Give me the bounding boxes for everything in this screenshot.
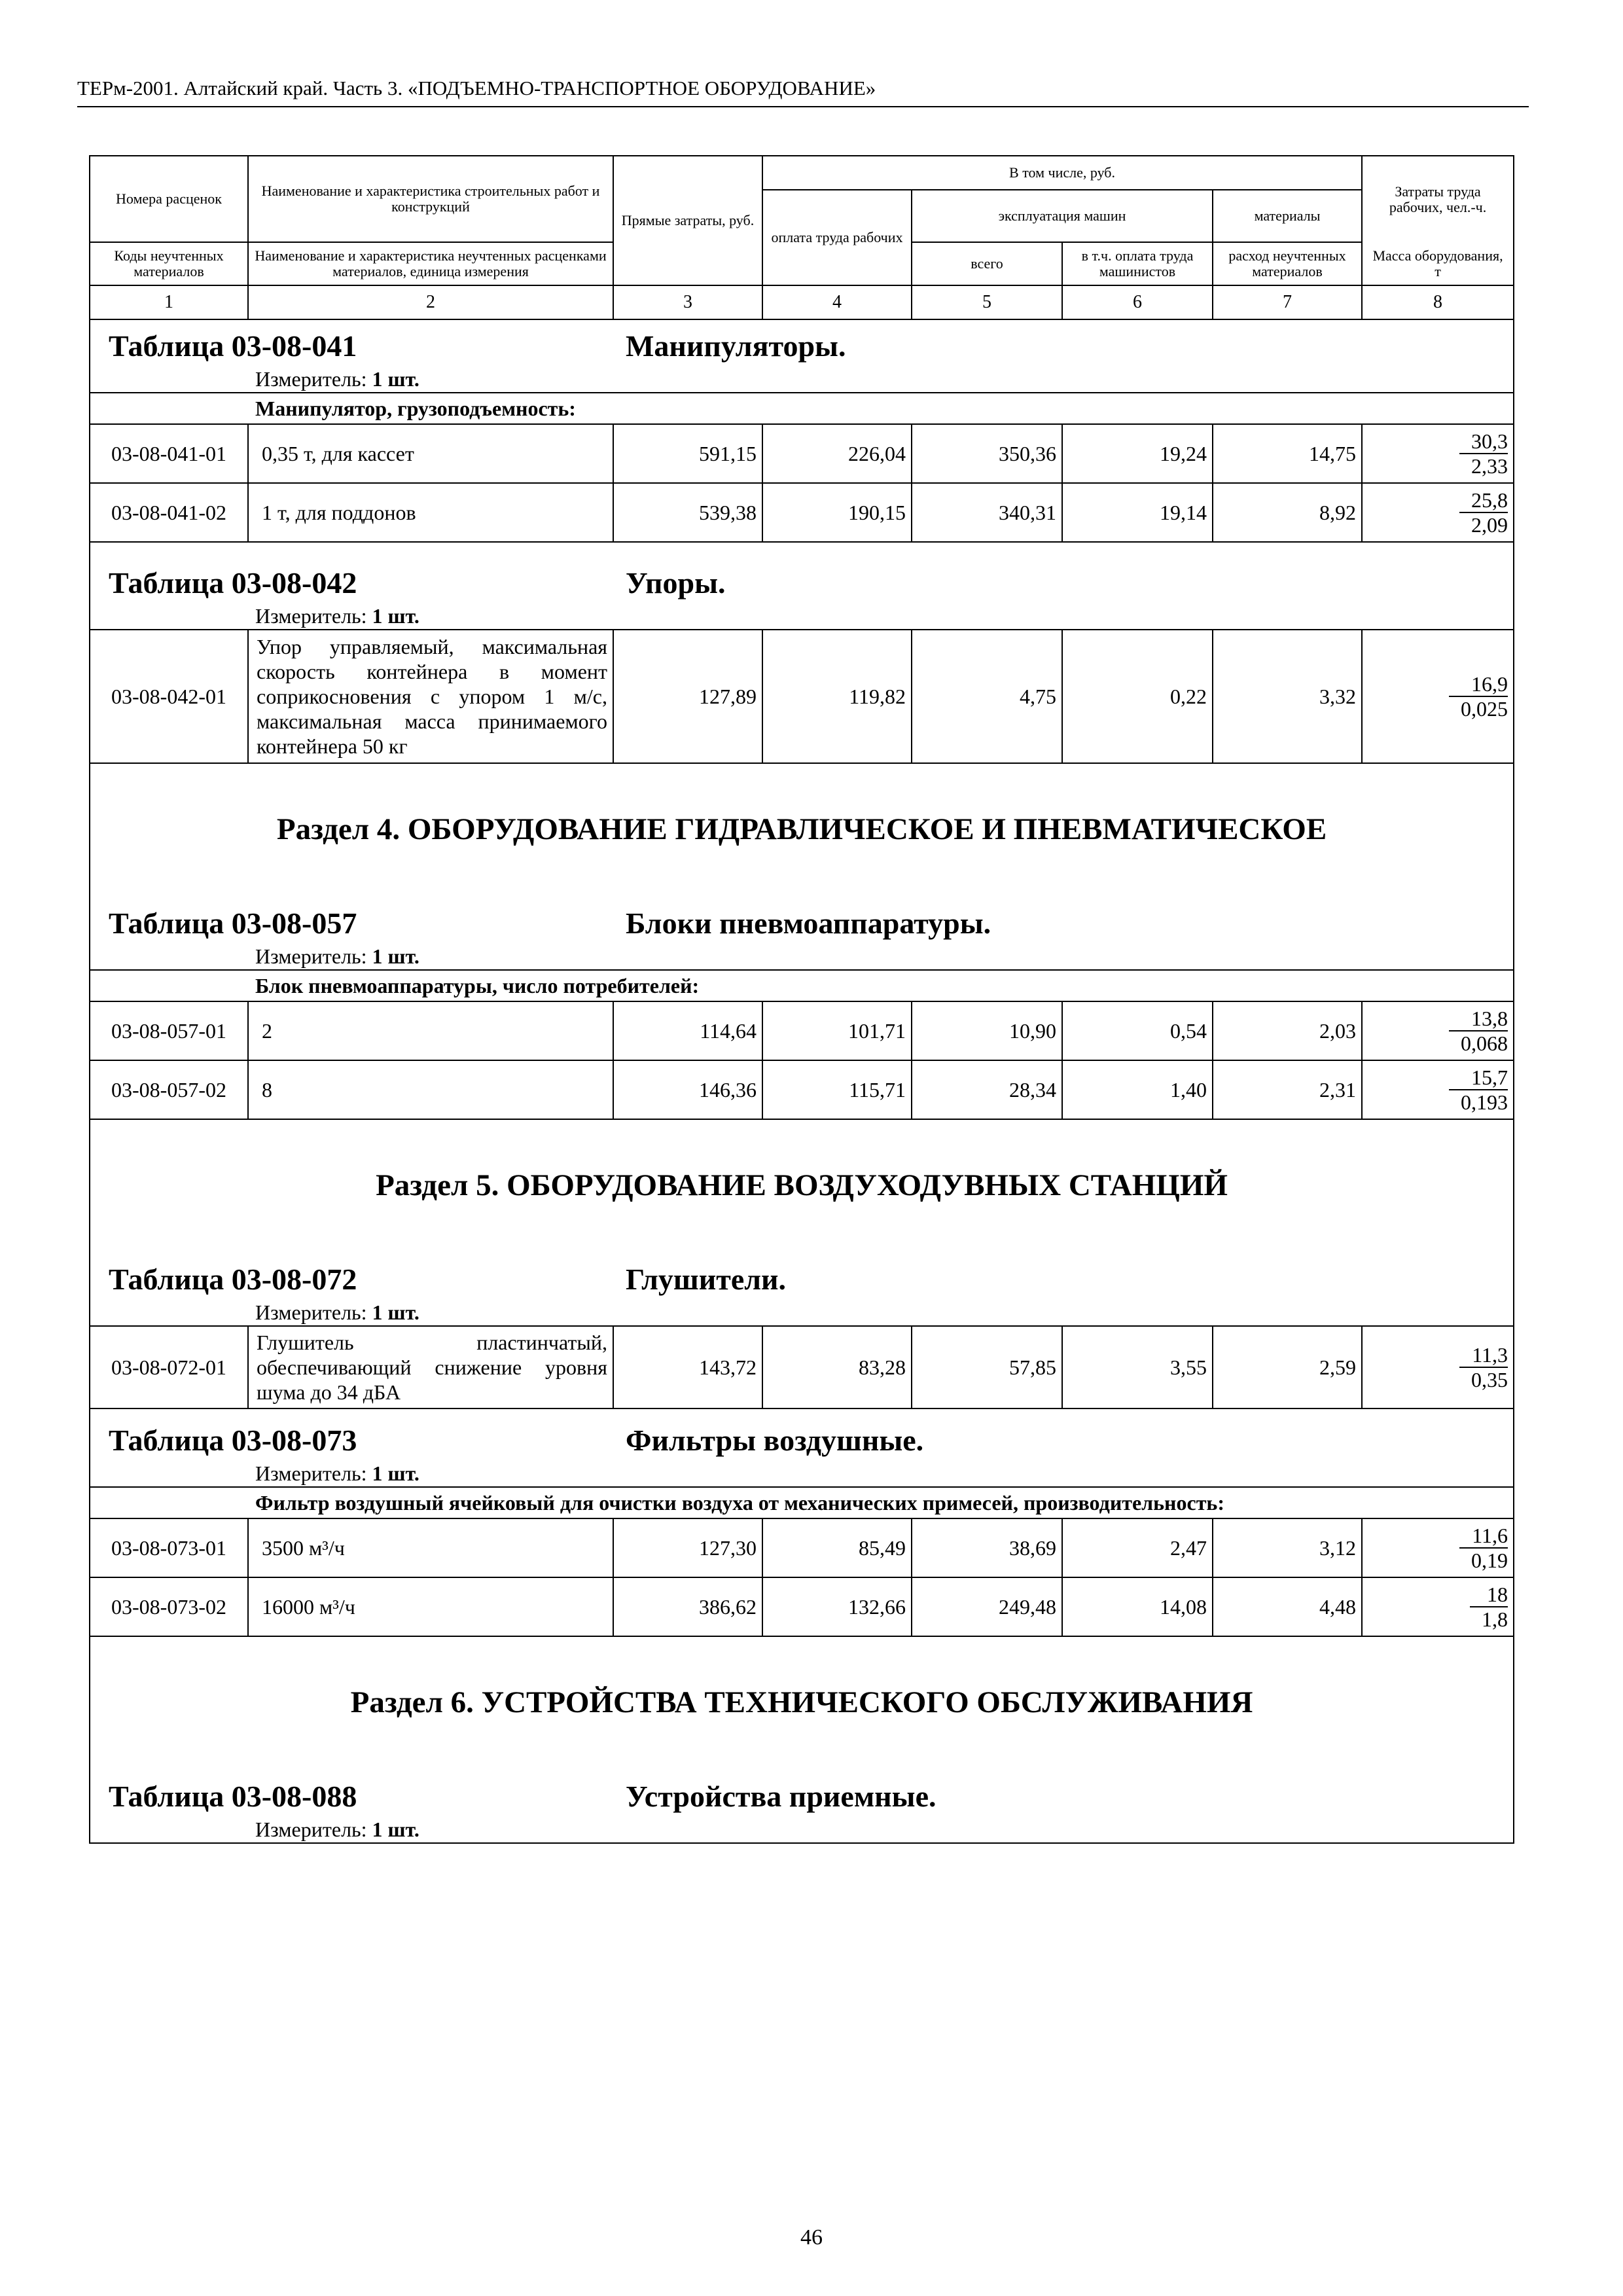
- section-title: Раздел 4. ОБОРУДОВАНИЕ ГИДРАВЛИЧЕСКОЕ И ПНЕВМАТИЧЕСКОЕ: [90, 763, 1514, 895]
- labor-hours-mass: 15,7 0,193: [1362, 1060, 1514, 1119]
- unit-line: Измеритель: 1 шт.: [90, 943, 1514, 970]
- labor-pay: 119,82: [762, 630, 912, 763]
- machinist-pay: 19,24: [1062, 424, 1213, 483]
- rate-code: 03-08-072-01: [90, 1326, 248, 1408]
- table-row: [90, 630, 1514, 763]
- labor-pay: 190,15: [762, 483, 912, 542]
- table-name: Фильтры воздушные.: [626, 1424, 924, 1457]
- materials-cost: 8,92: [1213, 483, 1362, 542]
- col-header-machines-total: всего: [912, 242, 1062, 285]
- unit-line: Измеритель: 1 шт.: [90, 366, 1514, 393]
- labor-hours-mass: 13,8 0,068: [1362, 1001, 1514, 1060]
- machines-total: 340,31: [912, 483, 1062, 542]
- machines-total: 28,34: [912, 1060, 1062, 1119]
- table-code: Таблица 03-08-042: [109, 566, 357, 600]
- direct-cost: 114,64: [613, 1001, 762, 1060]
- rate-name: 0,35 т, для кассет: [248, 424, 613, 483]
- direct-cost: 591,15: [613, 424, 762, 483]
- col-header-rate-numbers: Номера расценок: [90, 156, 248, 242]
- direct-cost: 146,36: [613, 1060, 762, 1119]
- machines-total: 350,36: [912, 424, 1062, 483]
- col-header-labor-pay: оплата труда рабочих: [762, 190, 912, 285]
- table-code: Таблица 03-08-072: [109, 1263, 357, 1296]
- rate-name: 3500 м³/ч: [248, 1518, 613, 1577]
- table-row: [90, 1001, 1514, 1060]
- table-title: [90, 542, 1514, 603]
- labor-hours-mass: 18 1,8: [1362, 1577, 1514, 1636]
- rate-code: 03-08-041-02: [90, 483, 248, 542]
- running-header: ТЕРм-2001. Алтайский край. Часть 3. «ПОДЪЕМНО-ТРАНСПОРТНОЕ ОБОРУДОВАНИЕ»: [77, 73, 1529, 107]
- table-row: [90, 1326, 1514, 1408]
- rate-name: Упор управляемый, максимальная скорость контейнера в момент соприкосновения с упором 1 м/с, максимальная масса принимаемого контейнера 50 кг: [248, 630, 613, 763]
- section-title: Раздел 5. ОБОРУДОВАНИЕ ВОЗДУХОДУВНЫХ СТАНЦИЙ: [90, 1119, 1514, 1251]
- machinist-pay: 1,40: [1062, 1060, 1213, 1119]
- machinist-pay: 0,54: [1062, 1001, 1213, 1060]
- document-body: [89, 155, 1513, 1844]
- materials-cost: 3,32: [1213, 630, 1362, 763]
- table-title: [90, 319, 1514, 366]
- rate-code: 03-08-073-01: [90, 1518, 248, 1577]
- labor-pay: 226,04: [762, 424, 912, 483]
- table-title: [90, 1408, 1514, 1460]
- table-name: Глушители.: [626, 1263, 787, 1296]
- table-name: Устройства приемные.: [626, 1780, 936, 1813]
- machines-total: 10,90: [912, 1001, 1062, 1060]
- machinist-pay: 3,55: [1062, 1326, 1213, 1408]
- col-header-including: В том числе, руб.: [762, 156, 1362, 190]
- col-header-material-codes: Коды неучтенных материалов: [90, 242, 248, 285]
- machines-total: 57,85: [912, 1326, 1062, 1408]
- column-numbers-row: 1 2 3 4 5 6 7 8: [90, 285, 1514, 319]
- labor-pay: 132,66: [762, 1577, 912, 1636]
- machinist-pay: 2,47: [1062, 1518, 1213, 1577]
- table-name: Манипуляторы.: [626, 329, 846, 363]
- rate-code: 03-08-057-02: [90, 1060, 248, 1119]
- materials-cost: 2,31: [1213, 1060, 1362, 1119]
- unit-line: Измеритель: 1 шт.: [90, 1816, 1514, 1843]
- labor-hours-mass: 11,3 0,35: [1362, 1326, 1514, 1408]
- machines-total: 38,69: [912, 1518, 1062, 1577]
- section-title: Раздел 6. УСТРОЙСТВА ТЕХНИЧЕСКОГО ОБСЛУЖИВАНИЯ: [90, 1636, 1514, 1768]
- table-name: Упоры.: [626, 566, 726, 600]
- materials-cost: 3,12: [1213, 1518, 1362, 1577]
- table-code: Таблица 03-08-088: [109, 1780, 357, 1813]
- direct-cost: 143,72: [613, 1326, 762, 1408]
- machinist-pay: 14,08: [1062, 1577, 1213, 1636]
- col-header-work-name: Наименование и характеристика строительных работ и конструкций: [248, 156, 613, 242]
- direct-cost: 539,38: [613, 483, 762, 542]
- direct-cost: 127,89: [613, 630, 762, 763]
- table-row: [90, 483, 1514, 542]
- labor-pay: 101,71: [762, 1001, 912, 1060]
- materials-cost: 14,75: [1213, 424, 1362, 483]
- labor-hours-mass: 25,8 2,09: [1362, 483, 1514, 542]
- table-row: [90, 1060, 1514, 1119]
- table-row: [90, 424, 1514, 483]
- rate-name: 8: [248, 1060, 613, 1119]
- labor-pay: 83,28: [762, 1326, 912, 1408]
- rate-code: 03-08-073-02: [90, 1577, 248, 1636]
- table-title: [90, 1768, 1514, 1816]
- col-header-equipment-mass: Масса оборудования, т: [1362, 242, 1514, 285]
- direct-cost: 386,62: [613, 1577, 762, 1636]
- table-row: [90, 1518, 1514, 1577]
- unit-line: Измеритель: 1 шт.: [90, 603, 1514, 630]
- machines-total: 249,48: [912, 1577, 1062, 1636]
- group-subheading: Манипулятор, грузоподъемность:: [90, 393, 1514, 424]
- col-header-materials: материалы: [1213, 190, 1362, 242]
- table-code: Таблица 03-08-057: [109, 906, 357, 940]
- table-name: Блоки пневмоаппаратуры.: [626, 906, 991, 940]
- labor-pay: 85,49: [762, 1518, 912, 1577]
- materials-cost: 2,03: [1213, 1001, 1362, 1060]
- table-row: [90, 1577, 1514, 1636]
- machinist-pay: 19,14: [1062, 483, 1213, 542]
- materials-cost: 4,48: [1213, 1577, 1362, 1636]
- page-number: 46: [800, 2225, 823, 2250]
- rates-table: [89, 155, 1514, 1844]
- rate-code: 03-08-041-01: [90, 424, 248, 483]
- rate-name: 2: [248, 1001, 613, 1060]
- table-code: Таблица 03-08-073: [109, 1424, 357, 1457]
- rate-code: 03-08-057-01: [90, 1001, 248, 1060]
- table-code: Таблица 03-08-041: [109, 329, 357, 363]
- group-subheading: Фильтр воздушный ячейковый для очистки воздуха от механических примесей, производительность:: [90, 1487, 1514, 1518]
- labor-hours-mass: 30,3 2,33: [1362, 424, 1514, 483]
- rate-name: Глушитель пластинчатый, обеспечивающий снижение уровня шума до 34 дБА: [248, 1326, 613, 1408]
- col-header-material-usage: расход неучтенных материалов: [1213, 242, 1362, 285]
- col-header-labor-hours: Затраты труда рабочих, чел.-ч.: [1362, 156, 1514, 242]
- direct-cost: 127,30: [613, 1518, 762, 1577]
- unit-line: Измеритель: 1 шт.: [90, 1460, 1514, 1487]
- col-header-direct-costs: Прямые затраты, руб.: [613, 156, 762, 285]
- rate-code: 03-08-042-01: [90, 630, 248, 763]
- col-header-machinist-pay: в т.ч. оплата труда машинистов: [1062, 242, 1213, 285]
- col-header-material-names: Наименование и характеристика неучтенных расценками материалов, единица измерения: [248, 242, 613, 285]
- unit-line: Измеритель: 1 шт.: [90, 1299, 1514, 1326]
- group-subheading: Блок пневмоаппаратуры, число потребителей:: [90, 970, 1514, 1001]
- machinist-pay: 0,22: [1062, 630, 1213, 763]
- col-header-machines: эксплуатация машин: [912, 190, 1213, 242]
- labor-pay: 115,71: [762, 1060, 912, 1119]
- rate-name: 16000 м³/ч: [248, 1577, 613, 1636]
- materials-cost: 2,59: [1213, 1326, 1362, 1408]
- table-title: [90, 895, 1514, 943]
- labor-hours-mass: 16,9 0,025: [1362, 630, 1514, 763]
- machines-total: 4,75: [912, 630, 1062, 763]
- rate-name: 1 т, для поддонов: [248, 483, 613, 542]
- table-title: [90, 1251, 1514, 1299]
- labor-hours-mass: 11,6 0,19: [1362, 1518, 1514, 1577]
